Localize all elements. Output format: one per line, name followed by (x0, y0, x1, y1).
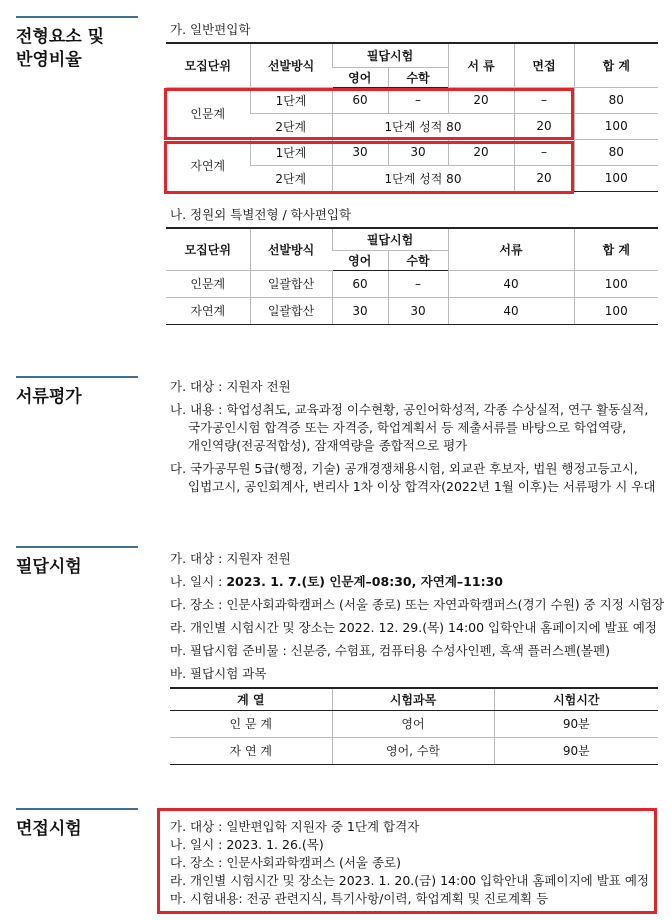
section-title: 면접시험 (16, 819, 82, 839)
cell-document: 40 (448, 270, 574, 297)
written-date-label: 나. 일시 : (170, 574, 227, 589)
cell-stage: 1단계 (250, 139, 332, 165)
cell-unit: 자연계 (166, 297, 250, 324)
cell-interview: – (514, 139, 574, 165)
section-heading-interview (16, 808, 138, 841)
section-heading-ratio (16, 16, 138, 72)
cell-total: 100 (574, 297, 658, 324)
cell-stage: 2단계 (250, 113, 332, 139)
header-total: 합 계 (574, 43, 658, 87)
cell-math: 30 (388, 139, 448, 165)
section-heading-written (16, 546, 138, 579)
interview-target: 가. 대상 : 일반편입학 지원자 중 1단계 합격자 (170, 819, 420, 834)
section-title: 서류평가 (16, 387, 82, 407)
table-written-subjects (170, 687, 658, 765)
interview-content: 마. 시험내용: 전공 관련지식, 특기사항/이력, 학업계획 및 진로계획 등 (170, 891, 549, 906)
written-date-value: 2023. 1. 7.(토) 인문계–08:30, 자연계–11:30 (226, 574, 503, 589)
header-english: 영어 (332, 67, 388, 87)
doc-eval-target: 가. 대상 : 지원자 전원 (170, 379, 291, 394)
written-target: 가. 대상 : 지원자 전원 (170, 551, 291, 566)
interview-location: 다. 장소 : 인문사회과학캠퍼스 (서울 종로) (170, 855, 402, 870)
doc-eval-content-cont: 개인역량(전공적합성), 잠재역량을 종합적으로 평가 (188, 438, 468, 453)
cell-subject: 영어 (332, 710, 494, 737)
cell-math: 30 (388, 297, 448, 324)
header-unit: 모집단위 (166, 228, 250, 270)
highlight-box-humanities (164, 88, 574, 140)
cell-document: 20 (448, 87, 514, 113)
cell-method: 일괄합산 (250, 270, 332, 297)
cell-field: 자 연 계 (170, 737, 332, 764)
cell-unit: 자연계 (166, 139, 250, 191)
section-divider (16, 16, 138, 18)
interview-schedule: 라. 개인별 시험시간 및 장소는 2023. 1. 20.(금) 14:00 입학안내 홈페이지에 발표 예정 (170, 873, 649, 888)
cell-document: 40 (448, 297, 574, 324)
header-unit: 모집단위 (166, 43, 250, 87)
cell-interview: 20 (514, 113, 574, 139)
cell-stage: 1단계 (250, 87, 332, 113)
cell-method: 일괄합산 (250, 297, 332, 324)
header-math: 수학 (388, 67, 448, 87)
cell-interview: 20 (514, 165, 574, 191)
section-title: 필답시험 (16, 557, 82, 577)
cell-previous-stage: 1단계 성적 80 (332, 113, 514, 139)
highlight-box-sciences (164, 141, 574, 194)
cell-field: 인 문 계 (170, 710, 332, 737)
header-interview: 면접 (514, 43, 574, 87)
cell-english: 60 (332, 270, 388, 297)
cell-previous-stage: 1단계 성적 80 (332, 165, 514, 191)
header-subject: 시험과목 (332, 688, 494, 710)
cell-unit: 인문계 (166, 87, 250, 139)
section-heading-document (16, 376, 138, 409)
cell-english: 30 (332, 139, 388, 165)
cell-english: 30 (332, 297, 388, 324)
header-written: 필답시험 (332, 228, 448, 250)
doc-eval-content: 나. 내용 : 학업성취도, 교육과정 이수현황, 공인어학성적, 각종 수상실적, 연구 활동실적, (170, 402, 649, 417)
cell-subject: 영어, 수학 (332, 737, 494, 764)
cell-stage: 2단계 (250, 165, 332, 191)
cell-time: 90분 (494, 710, 658, 737)
cell-time: 90분 (494, 737, 658, 764)
doc-eval-preference: 다. 국가공무원 5급(행정, 기술) 공개경쟁채용시험, 외교관 후보자, 법원 행정고등고시, (170, 461, 638, 476)
written-date (170, 573, 503, 591)
table-row (170, 737, 658, 764)
header-english: 영어 (332, 250, 388, 270)
interview-date: 나. 일시 : 2023. 1. 26.(목) (170, 837, 324, 852)
cell-unit: 인문계 (166, 270, 250, 297)
header-math: 수학 (388, 250, 448, 270)
cell-total: 100 (574, 270, 658, 297)
table2-caption: 나. 정원외 특별전형 / 학사편입학 (170, 207, 352, 222)
table-row (166, 270, 658, 297)
written-location: 다. 장소 : 인문사회과학캠퍼스 (서울 종로) 또는 자연과학캠퍼스(경기 수원) 중 지정 시험장 (170, 597, 665, 612)
cell-math: – (388, 87, 448, 113)
header-field: 계 열 (170, 688, 332, 710)
cell-math: – (388, 270, 448, 297)
header-written: 필답시험 (332, 43, 448, 67)
section-title: 전형요소 및 반영비율 (16, 27, 105, 70)
table-row (170, 710, 658, 737)
cell-interview: – (514, 87, 574, 113)
table-row (166, 297, 658, 324)
written-schedule: 라. 개인별 시험시간 및 장소는 2022. 12. 29.(목) 14:00 입학안내 홈페이지에 발표 예정 (170, 620, 657, 635)
doc-eval-content-cont: 국가공인시험 합격증 또는 자격증, 학업계획서 등 제출서류를 바탕으로 학업역량, (188, 420, 627, 435)
cell-total: 100 (574, 113, 658, 139)
cell-total: 100 (574, 165, 658, 191)
section-divider (16, 376, 138, 378)
doc-eval-preference-cont: 입법고시, 공인회계사, 변리사 1차 이상 합격자(2022년 1월 이후)는 서류평가 시 우대 (188, 479, 656, 494)
header-method: 선발방식 (250, 43, 332, 87)
section-divider (16, 808, 138, 810)
cell-total: 80 (574, 87, 658, 113)
written-subjects-caption: 바. 필답시험 과목 (170, 666, 267, 681)
cell-document: 20 (448, 139, 514, 165)
header-document: 서 류 (448, 43, 514, 87)
header-method: 선발방식 (250, 228, 332, 270)
table-special-transfer (166, 227, 658, 325)
cell-english: 60 (332, 87, 388, 113)
cell-total: 80 (574, 139, 658, 165)
written-materials: 마. 필답시험 준비물 : 신분증, 수험표, 컴퓨터용 수성사인펜, 흑색 플러스펜(볼펜) (170, 643, 610, 658)
header-document: 서류 (448, 228, 574, 270)
section-divider (16, 546, 138, 548)
header-time: 시험시간 (494, 688, 658, 710)
table1-caption: 가. 일반편입학 (170, 22, 251, 37)
header-total: 합 계 (574, 228, 658, 270)
